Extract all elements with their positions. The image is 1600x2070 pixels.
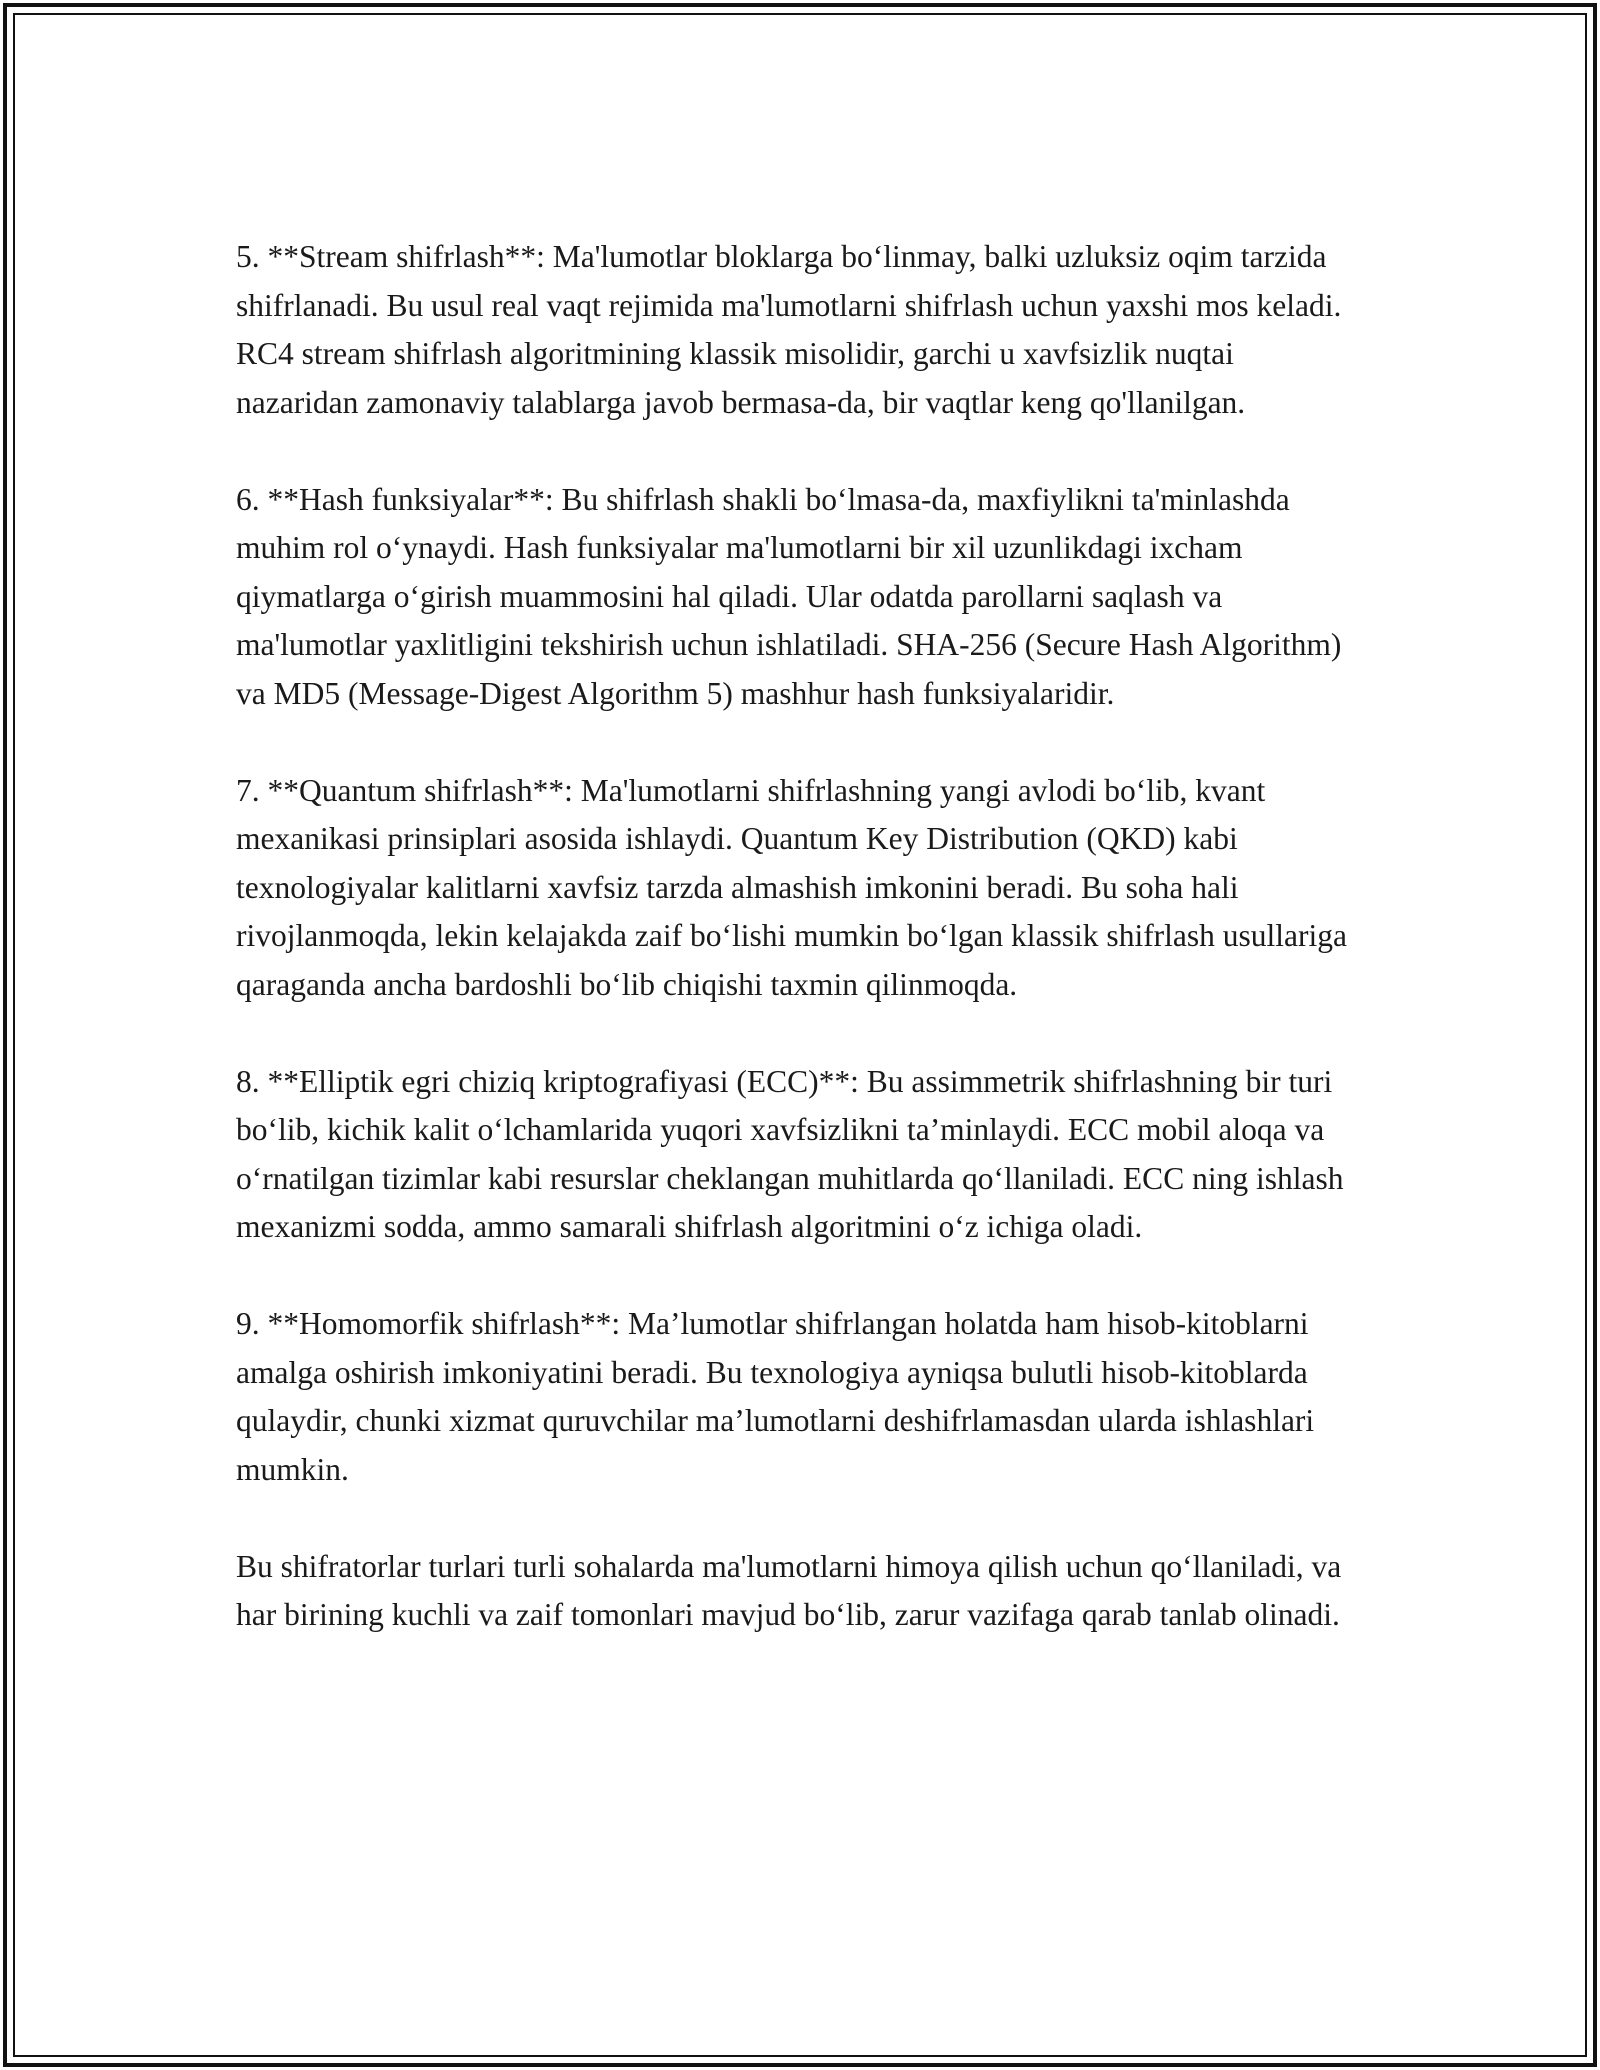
paragraph-quantum-encryption: 7. **Quantum shifrlash**: Ma'lumotlarni shifrlashning yangi avlodi bo‘lib, kvant mexanikasi prinsiplari asosida ishlaydi. Quantum Key Distribution (QKD) kabi texnologiyalar kalitlarni xavfsiz tarzda almashish imkonini beradi. Bu soha hali rivojlanmoqda, lekin kelajakda zaif bo‘lishi mumkin bo‘lgan klassik shifrlash usullariga qaraganda ancha bardoshli bo‘lib chiqishi taxmin qilinmoqda. xyxy=(236,772,1348,1002)
paragraph-ecc: 8. **Elliptik egri chiziq kriptografiyasi (ECC)**: Bu assimmetrik shifrlashning bir turi bo‘lib, kichik kalit o‘lchamlarida yuqori xavfsizlikni ta’minlaydi. ECC mobil aloqa va o‘rnatilgan tizimlar kabi resurslar cheklangan muhitlarda qo‘llaniladi. ECC ning ishlash mexanizmi sodda, ammo samarali shifrlash algoritmini o‘z ichiga oladi. xyxy=(236,1063,1344,1244)
paragraph-conclusion: Bu shifratorlar turlari turli sohalarda ma'lumotlarni himoya qilish uchun qo‘llaniladi, va har birining kuchli va zaif tomonlari mavjud bo‘lib, zarur vazifaga qarab tanlab olinadi. xyxy=(236,1548,1342,1632)
paragraph-homomorphic-encryption: 9. **Homomorfik shifrlash**: Ma’lumotlar shifrlangan holatda ham hisob-kitoblarni amalga oshirish imkoniyatini beradi. Bu texnologiya ayniqsa bulutli hisob-kitoblarda qulaydir, chunki xizmat quruvchilar ma’lumotlarni deshifrlamasdan ularda ishlashlari mumkin. xyxy=(236,1306,1315,1487)
paragraph-hash-functions: 6. **Hash funksiyalar**: Bu shifrlash shakli bo‘lmasa-da, maxfiylikni ta'minlashda muhim rol o‘ynaydi. Hash funksiyalar ma'lumotlarni bir xil uzunlikdagi ixcham qiymatlarga o‘girish muammosini hal qiladi. Ular odatda parollarni saqlash va ma'lumotlar yaxlitligini tekshirish uchun ishlatiladi. SHA-256 (Secure Hash Algorithm) va MD5 (Message-Digest Algorithm 5) mashhur hash funksiyalaridir. xyxy=(236,481,1342,711)
document-body xyxy=(236,233,1356,1640)
paragraph-stream-encryption: 5. **Stream shifrlash**: Ma'lumotlar bloklarga bo‘linmay, balki uzluksiz oqim tarzida shifrlanadi. Bu usul real vaqt rejimida ma'lumotlarni shifrlash uchun yaxshi mos keladi. RC4 stream shifrlash algoritmining klassik misolidir, garchi u xavfsizlik nuqtai nazaridan zamonaviy talablarga javob bermasa-da, bir vaqtlar keng qo'llanilgan. xyxy=(236,239,1342,420)
